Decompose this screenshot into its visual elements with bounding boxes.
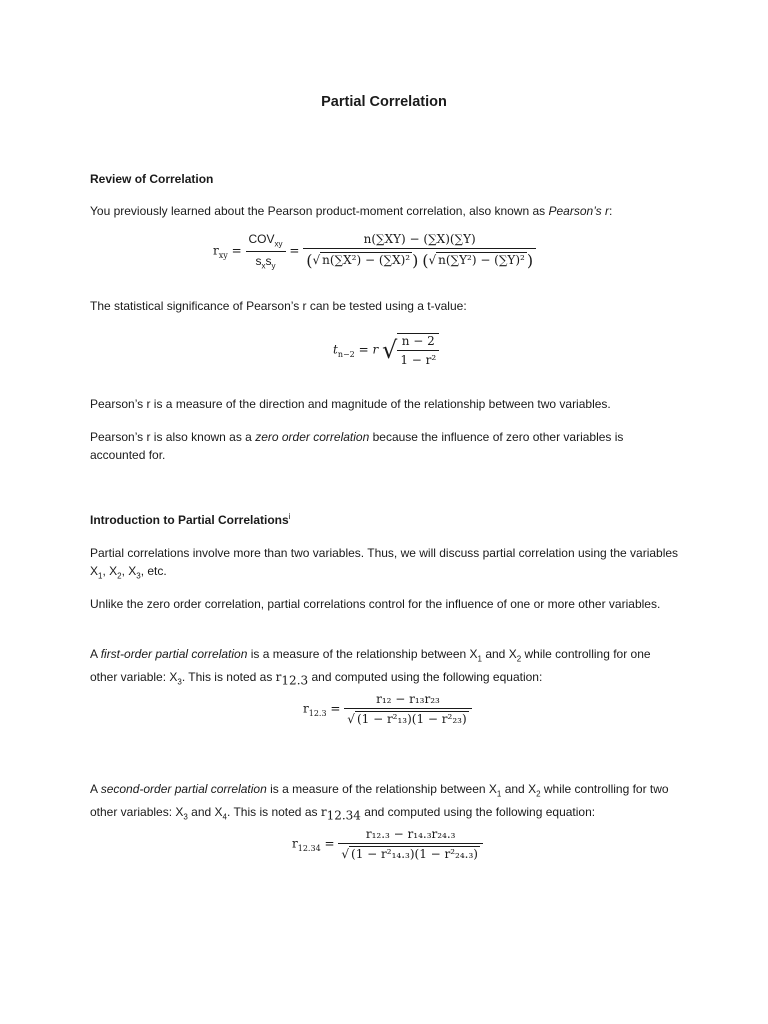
intro-paragraph-1: Partial correlations involve more than two variables. Thus, we will discuss partial correlation using the variables $X_1$, $X_2$, $X_3$, etc. <box>90 546 679 581</box>
review-heading: Review of Correlation <box>90 172 214 186</box>
intro-paragraph-3: A first-order partial correlation is a measure of the relationship between $X_1$ and $X_2$ while controlling for one other variable: $X_3$. This is noted as $r_{12.3}$ and computed using the following equation: <box>90 647 651 688</box>
first-order-partial-equation: $r_{12.3}$ = $\frac{\text{r₁₂ − r₁₃r₂₃}}{\text{√ (1 − r²₁₃)(1 − r²₂₃)}}$ <box>303 692 472 726</box>
intro-paragraph-4: A second-order partial correlation is a measure of the relationship between $X_1$ and $X_2$ while controlling for two other variables: $X_3$ and $X_4$. This is noted as $r_{12.34}$ and computed using the following equation: <box>90 782 669 823</box>
review-paragraph-4: Pearson’s r is also known as a zero order correlation because the influence of zero other variables is accounted for. <box>90 430 624 462</box>
page-title: Partial Correlation <box>321 94 447 110</box>
review-paragraph-2: The statistical significance of Pearson’s r can be tested using a t-value: <box>90 299 467 313</box>
t-value-equation: $t_{n-2} = r$ √ $\frac{n - 2}{\text{1 − r²}}$ <box>333 333 439 367</box>
intro-paragraph-2: Unlike the zero order correlation, partial correlations control for the influence of one or more other variables. <box>90 597 661 611</box>
review-paragraph-3: Pearson’s r is a measure of the direction and magnitude of the relationship between two variables. <box>90 397 611 411</box>
intro-heading: Introduction to Partial Correlations$^i$ <box>90 512 291 527</box>
second-order-partial-equation: $r_{12.34}$ = $\frac{\text{r₁₂.₃ − r₁₄.₃r₂₄.₃}}{\text{√ (1 − r²₁₄.₃)(1 − r²₂₄.₃)}}$ <box>292 827 483 861</box>
pearson-r-equation: $r_{xy}$ = $\frac{COV_{xy}}{s_xs_y}$ = $\frac{n(\sum XY) - (\sum X)(\sum Y)}{\text{(√ n(∑X²) − (∑X)² ) (√ n(∑Y²) − (∑Y)² )}}$ <box>213 232 536 270</box>
review-paragraph-1: You previously learned about the Pearson product-moment correlation, also known as Pearson’s r: <box>90 204 613 218</box>
